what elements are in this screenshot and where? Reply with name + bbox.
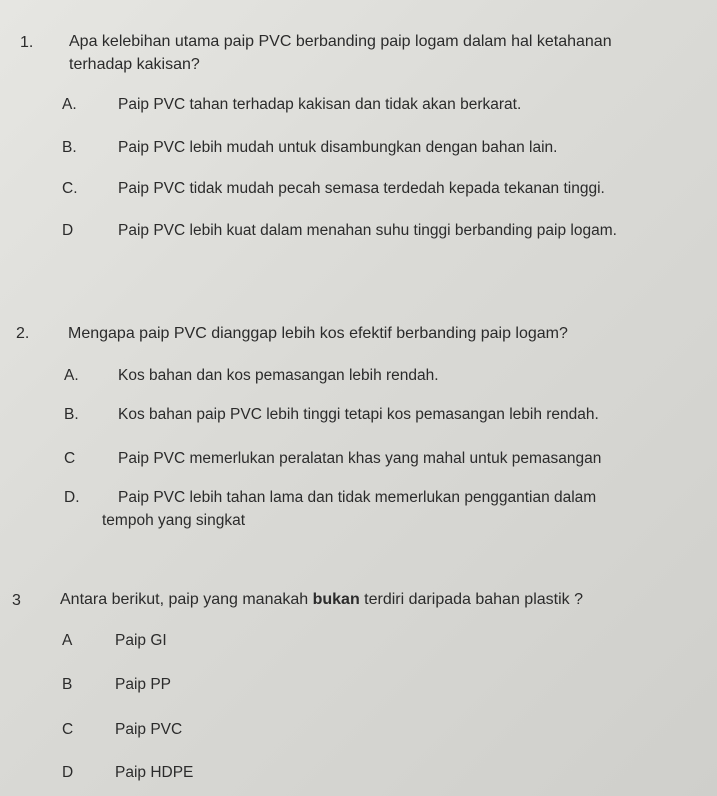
option-text-b: Paip PVC lebih mudah untuk disambungkan dengan bahan lain. — [118, 139, 558, 156]
option-text-d: Paip PVC lebih tahan lama dan tidak memerlukan penggantian dalam — [118, 489, 597, 506]
question-text-emphasis: bukan — [312, 591, 360, 608]
option-letter-d: D — [62, 764, 74, 781]
option-text-a: Kos bahan dan kos pemasangan lebih rendah. — [118, 367, 439, 384]
question-3 — [0, 570, 717, 796]
question-text-before: Antara berikut, paip yang manakah — [60, 591, 313, 608]
option-text-c: Paip PVC tidak mudah pecah semasa terdedah kepada tekanan tinggi. — [118, 180, 605, 197]
option-text-d: Paip HDPE — [115, 764, 194, 781]
question-text-cont: terhadap kakisan? — [69, 56, 200, 73]
option-text-d: Paip PVC lebih kuat dalam menahan suhu tinggi berbanding paip logam. — [118, 222, 617, 239]
option-letter-d: D — [62, 222, 74, 239]
option-text-d-cont: tempoh yang singkat — [102, 512, 246, 529]
question-number: 3 — [12, 592, 21, 609]
option-letter-c: C — [62, 721, 74, 738]
question-text — [60, 588, 583, 611]
question-number: 1. — [20, 34, 34, 51]
option-text-c: Paip PVC memerlukan peralatan khas yang mahal untuk pemasangan — [118, 450, 602, 467]
option-letter-a: A. — [64, 367, 79, 384]
option-text-c: Paip PVC — [115, 721, 183, 738]
question-text: Mengapa paip PVC dianggap lebih kos efektif berbanding paip logam? — [68, 325, 568, 342]
option-text-a: Paip PVC tahan terhadap kakisan dan tidak akan berkarat. — [118, 96, 522, 113]
option-letter-b: B — [62, 676, 73, 693]
question-1 — [0, 0, 717, 260]
option-letter-b: B. — [64, 406, 79, 423]
option-text-b: Kos bahan paip PVC lebih tinggi tetapi kos pemasangan lebih rendah. — [118, 406, 599, 423]
option-text-a: Paip GI — [115, 632, 167, 649]
question-number: 2. — [16, 325, 30, 342]
option-letter-b: B. — [62, 139, 77, 156]
question-text: Apa kelebihan utama paip PVC berbanding paip logam dalam hal ketahanan — [69, 33, 612, 50]
option-letter-a: A — [62, 632, 73, 649]
question-2 — [0, 300, 717, 540]
option-text-b: Paip PP — [115, 676, 172, 693]
option-letter-a: A. — [62, 96, 77, 113]
option-letter-c: C. — [62, 180, 78, 197]
question-text-after: terdiri daripada bahan plastik ? — [359, 591, 583, 608]
option-letter-c: C — [64, 450, 76, 467]
option-letter-d: D. — [64, 489, 80, 506]
